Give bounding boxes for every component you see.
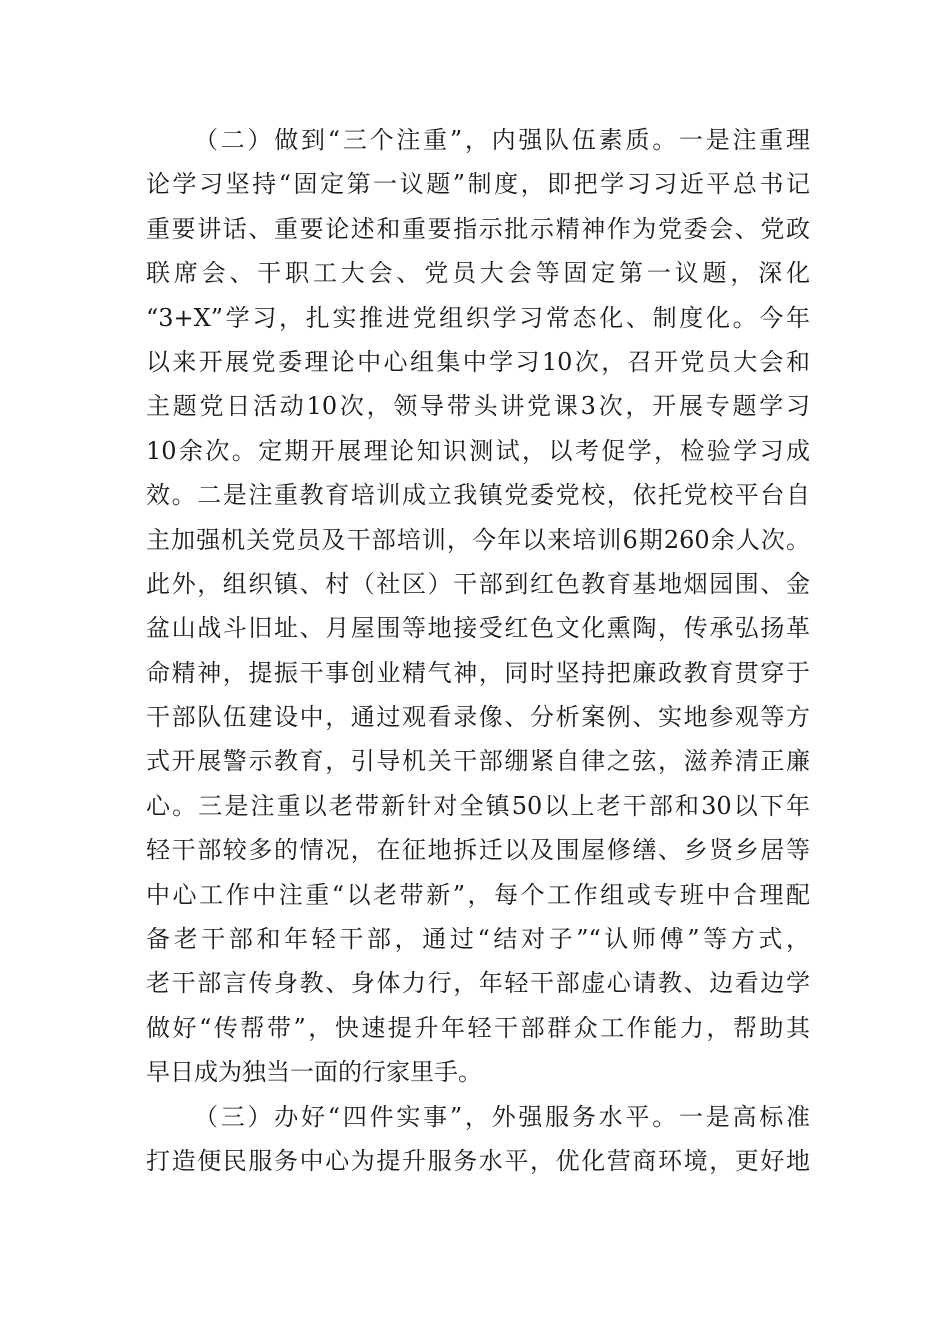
body-text <box>146 118 810 1183</box>
text-line: 命精神，提振干事创业精气神，同时坚持把廉政教育贯穿于 <box>146 658 810 687</box>
text-line: 心。三是注重以老带新针对全镇50以上老干部和30以下年 <box>146 791 810 820</box>
text-line: 论学习坚持“固定第一议题”制度，即把学习习近平总书记 <box>146 170 810 199</box>
text-line: 此外，组织镇、村（社区）干部到红色教育基地烟园围、金 <box>146 569 810 598</box>
text-line: 备老干部和年轻干部，通过“结对子”“认师傅”等方式， <box>146 925 810 954</box>
text-line: 早日成为独当一面的行家里手。 <box>146 1058 482 1087</box>
text-line: 打造便民服务中心为提升服务水平，优化营商环境，更好地 <box>146 1146 810 1175</box>
text-line: 轻干部较多的情况，在征地拆迁以及围屋修缮、乡贤乡居等 <box>146 836 810 865</box>
text-line: 10余次。定期开展理论知识测试，以考促学，检验学习成 <box>146 436 810 465</box>
text-line: 式开展警示教育，引导机关干部绷紧自律之弦，滋养清正廉 <box>146 747 810 776</box>
text-line: 中心工作中注重“以老带新”，每个工作组或专班中合理配 <box>146 880 810 909</box>
text-line: 主加强机关党员及干部培训，今年以来培训6期260余人次。 <box>146 525 810 554</box>
text-line: 干部队伍建设中，通过观看录像、分析案例、实地参观等方 <box>146 703 810 732</box>
text-line: （二）做到“三个注重”，内强队伍素质。一是注重理 <box>194 126 810 154</box>
text-line: “3+X”学习，扎实推进党组织学习常态化、制度化。今年 <box>146 303 810 332</box>
text-line: 联席会、干职工大会、党员大会等固定第一议题，深化 <box>146 259 810 288</box>
text-line: 盆山战斗旧址、月屋围等地接受红色文化熏陶，传承弘扬革 <box>146 614 810 643</box>
text-line: 做好“传帮带”，快速提升年轻干部群众工作能力，帮助其 <box>146 1013 810 1042</box>
text-line: 效。二是注重教育培训成立我镇党委党校，依托党校平台自 <box>146 481 810 510</box>
text-line: 老干部言传身教、身体力行，年轻干部虚心请教、边看边学 <box>146 969 810 998</box>
text-line: 主题党日活动10次，领导带头讲党课3次，开展专题学习 <box>146 392 810 421</box>
text-line: 以来开展党委理论中心组集中学习10次，召开党员大会和 <box>146 347 810 376</box>
text-line: （三）办好“四件实事”，外强服务水平。一是高标准 <box>194 1102 810 1131</box>
text-line: 重要讲话、重要论述和重要指示批示精神作为党委会、党政 <box>146 214 810 243</box>
